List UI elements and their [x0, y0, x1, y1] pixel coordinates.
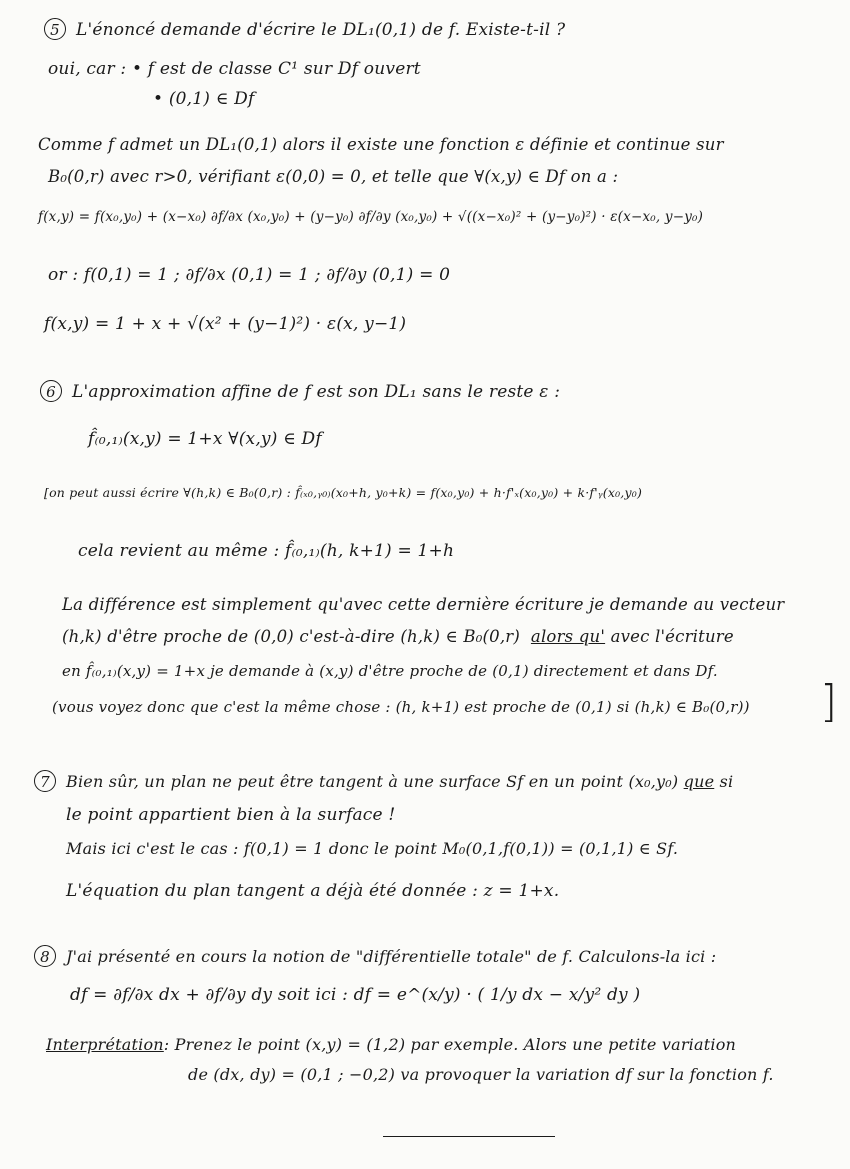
section-5-line-3: • (0,1) ∈ Df [153, 89, 255, 109]
section-7-si: si [719, 772, 734, 791]
section-6-line-5: La différence est simplement qu'avec cette dernière écriture je demande au vecteur [62, 595, 785, 614]
section-7-tangent-plane: L'équation du plan tangent a déjà été donnée : z = 1+x. [66, 881, 560, 901]
section-6-affine-approx: f̂₍₀,₁₎(x,y) = 1+x ∀(x,y) ∈ Df [88, 429, 322, 449]
section-number-badge: 7 [34, 770, 56, 792]
section-5-line-2: oui, car : • f est de classe C¹ sur Df ouvert [48, 59, 421, 79]
section-8-line-1: J'ai présenté en cours la notion de "différentielle totale" de f. Calculons-la ici : [66, 947, 717, 966]
section-6-line-1: L'approximation affine de f est son DL₁ sans le reste ε : [72, 382, 561, 402]
section-number-badge: 5 [44, 18, 66, 40]
section-8-heading [34, 945, 716, 968]
section-5-partial-values: or : f(0,1) = 1 ; ∂f/∂x (0,1) = 1 ; ∂f/∂y (0,1) = 0 [48, 265, 451, 285]
section-8-line-3 [46, 1034, 736, 1056]
section-5-line-1: L'énoncé demande d'écrire le DL₁(0,1) de f. Existe-t-il ? [76, 20, 566, 40]
section-6-line-7: en f̂₍₀,₁₎(x,y) = 1+x je demande à (x,y) d'être proche de (0,1) directement et dans Df. [62, 662, 718, 680]
section-8-line-4: de (dx, dy) = (0,1 ; −0,2) va provoquer la variation df sur la fonction f. [188, 1065, 774, 1084]
section-6-heading [40, 380, 560, 403]
section-6-same-result: cela revient au même : f̂₍₀,₁₎(h, k+1) = 1+h [78, 541, 455, 561]
section-6-line-6-end: avec l'écriture [610, 627, 734, 646]
section-number-badge: 6 [40, 380, 62, 402]
section-7-line-2: le point appartient bien à la surface ! [66, 805, 396, 825]
section-8-interpretation-label: Interprétation [46, 1035, 164, 1054]
section-5-formula-taylor: f(x,y) = f(x₀,y₀) + (x−x₀) ∂f/∂x (x₀,y₀) + (y−y₀) ∂f/∂y (x₀,y₀) + √((x−x₀)² + (y−y₀)²) · ε(x−x₀, y−y₀) [38, 209, 704, 225]
end-divider [383, 1136, 555, 1137]
section-5-line-5: B₀(0,r) avec r>0, vérifiant ε(0,0) = 0, et telle que ∀(x,y) ∈ Df on a : [48, 167, 619, 186]
section-6-line-8: (vous voyez donc que c'est la même chose : (h, k+1) est proche de (0,1) si (h,k) ∈ B₀(0,r)) [52, 698, 750, 716]
section-5-formula-result: f(x,y) = 1 + x + √(x² + (y−1)²) · ε(x, y−1) [44, 314, 407, 334]
section-6-line-6 [62, 626, 734, 648]
section-5-line-4: Comme f admet un DL₁(0,1) alors il existe une fonction ε définie et continue sur [38, 135, 724, 154]
section-8-interpretation-text: : Prenez le point (x,y) = (1,2) par exemple. Alors une petite variation [163, 1035, 737, 1054]
section-6-line-6-start: (h,k) d'être proche de (0,0) c'est-à-dire (h,k) ∈ B₀(0,r) [62, 627, 521, 646]
section-5-heading [44, 18, 565, 41]
section-7-line-3: Mais ici c'est le cas : f(0,1) = 1 donc le point M₀(0,1,f(0,1)) = (0,1,1) ∈ Sf. [66, 839, 679, 858]
closing-bracket: ] [820, 676, 838, 727]
section-number-badge: 8 [34, 945, 56, 967]
section-6-alors-qu: alors qu' [530, 627, 606, 646]
section-7-heading [34, 770, 733, 793]
section-6-alt-writing: [on peut aussi écrire ∀(h,k) ∈ B₀(0,r) : f̂₍ₓ₀,ᵧ₀₎(x₀+h, y₀+k) = f(x₀,y₀) + h·f'ₓ(x₀,y₀) + k·f'ᵧ(x₀,y₀) [44, 485, 643, 500]
section-7-line-1: Bien sûr, un plan ne peut être tangent à une surface Sf en un point (x₀,y₀) [66, 772, 679, 791]
section-8-differential: df = ∂f/∂x dx + ∂f/∂y dy soit ici : df = e^(x/y) · ( 1/y dx − x/y² dy ) [70, 985, 641, 1005]
section-7-que: que [683, 772, 715, 791]
